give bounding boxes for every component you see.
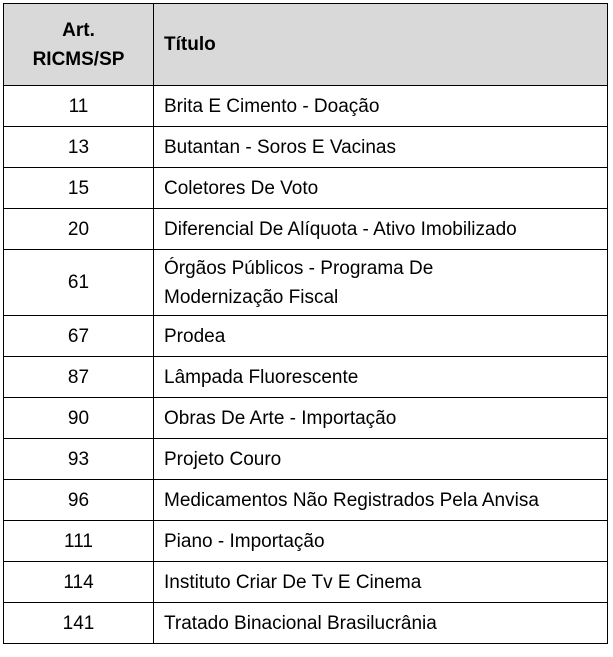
cell-titulo: Piano - Importação: [154, 521, 608, 562]
table-row: [4, 480, 608, 521]
cell-titulo: [154, 250, 608, 316]
cell-art: 87: [4, 357, 154, 398]
table-row: [4, 316, 608, 357]
table-header: [4, 4, 608, 86]
cell-art: 114: [4, 562, 154, 603]
cell-titulo: Brita E Cimento - Doação: [154, 86, 608, 127]
column-header-titulo: Título: [154, 4, 608, 86]
cell-art: 111: [4, 521, 154, 562]
cell-titulo: Tratado Binacional Brasilucrânia: [154, 603, 608, 644]
table-row: [4, 86, 608, 127]
table-row: [4, 357, 608, 398]
cell-titulo: Medicamentos Não Registrados Pela Anvisa: [154, 480, 608, 521]
cell-titulo: Coletores De Voto: [154, 168, 608, 209]
column-header-art: [4, 4, 154, 86]
column-header-art-line2: RICMS/SP: [32, 48, 125, 70]
table-row: [4, 168, 608, 209]
cell-art: 20: [4, 209, 154, 250]
cell-titulo: Prodea: [154, 316, 608, 357]
cell-art: 96: [4, 480, 154, 521]
cell-titulo-line2: Modernização Fiscal: [164, 286, 339, 308]
table-row: [4, 562, 608, 603]
table-row: [4, 603, 608, 644]
table-row: [4, 250, 608, 316]
cell-art: 93: [4, 439, 154, 480]
cell-titulo: Obras De Arte - Importação: [154, 398, 608, 439]
table-row: [4, 209, 608, 250]
cell-art: 15: [4, 168, 154, 209]
cell-titulo-line1: Órgãos Públicos - Programa De: [164, 257, 434, 279]
header-row: [4, 4, 608, 86]
cell-art: 61: [4, 250, 154, 316]
table-row: [4, 127, 608, 168]
table-row: [4, 398, 608, 439]
cell-art: 11: [4, 86, 154, 127]
cell-titulo: Diferencial De Alíquota - Ativo Imobilizado: [154, 209, 608, 250]
table-row: [4, 521, 608, 562]
column-header-art-line1: Art.: [62, 19, 95, 41]
cell-art: 13: [4, 127, 154, 168]
cell-art: 90: [4, 398, 154, 439]
table-row: [4, 439, 608, 480]
cell-titulo: Projeto Couro: [154, 439, 608, 480]
table-body: [4, 86, 608, 644]
cell-titulo: Instituto Criar De Tv E Cinema: [154, 562, 608, 603]
cell-art: 141: [4, 603, 154, 644]
cell-titulo: Butantan - Soros E Vacinas: [154, 127, 608, 168]
cell-titulo: Lâmpada Fluorescente: [154, 357, 608, 398]
ricms-table: [3, 3, 608, 644]
cell-art: 67: [4, 316, 154, 357]
